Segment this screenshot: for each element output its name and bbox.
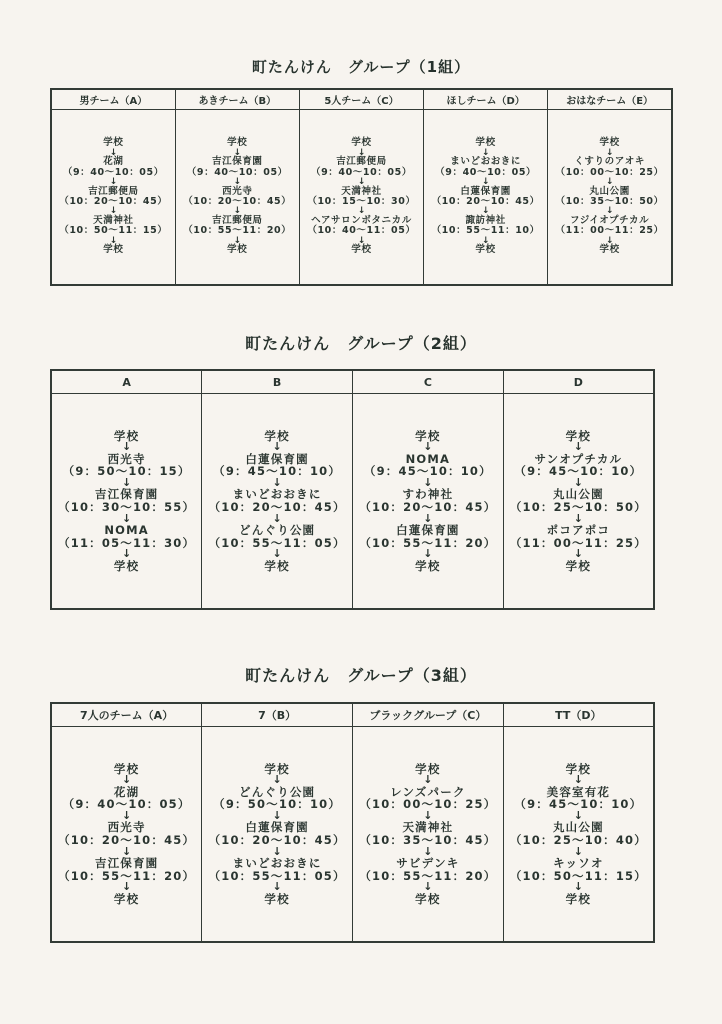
stop-name: 吉江保育園	[94, 856, 159, 871]
down-arrow-icon: ↓	[357, 235, 366, 246]
time-range: （10：20〜10：45）	[431, 196, 540, 207]
down-arrow-icon: ↓	[272, 844, 282, 858]
stop-name: どんぐり公園	[239, 523, 316, 538]
down-arrow-icon: ↓	[357, 177, 366, 188]
down-arrow-icon: ↓	[573, 773, 583, 787]
group-2-table	[50, 369, 655, 610]
stop-name: 白蓮保育園	[396, 523, 460, 538]
stop-name: 学校	[264, 891, 290, 906]
down-arrow-icon: ↓	[605, 206, 614, 217]
time-range: （10：20〜10：45）	[359, 500, 497, 514]
route-list	[548, 138, 671, 256]
stop-name: くすりのアオキ	[574, 156, 645, 168]
stop-name: まいどおおきに	[232, 856, 322, 871]
stop-name: 学校	[565, 558, 592, 573]
stop-name: NOMA	[104, 523, 149, 538]
stop-name: 天満神社	[93, 214, 134, 226]
stop-name: 学校	[475, 244, 496, 256]
stop-name: 吉江保育園	[212, 156, 263, 168]
time-range: （10：20〜10：45）	[208, 500, 346, 514]
down-arrow-icon: ↓	[272, 808, 282, 822]
down-arrow-icon: ↓	[573, 475, 583, 489]
stop-name: どんぐり公園	[239, 784, 316, 799]
stop-name: 白蓮保育園	[245, 451, 309, 466]
down-arrow-icon: ↓	[233, 147, 242, 158]
team-route-cell	[503, 727, 654, 943]
route-list	[202, 430, 352, 573]
route-row	[51, 394, 654, 610]
team-route-cell	[424, 110, 548, 286]
stop-name: レンズパーク	[390, 784, 466, 799]
down-arrow-icon: ↓	[481, 177, 490, 188]
route-list	[52, 430, 201, 573]
time-range: （10：55〜11：05）	[208, 535, 346, 550]
stop-name: 学校	[599, 137, 620, 149]
stop-name: 丸山公園	[589, 185, 630, 197]
team-route-cell	[202, 727, 353, 943]
stop-name: 学校	[113, 891, 140, 906]
stop-name: 天満神社	[341, 185, 382, 197]
team-route-cell	[299, 110, 423, 286]
time-range: （11：05〜11：30）	[58, 535, 196, 550]
stop-name: 吉江郵便局	[336, 156, 387, 168]
time-range: （10：20〜10：45）	[58, 833, 196, 847]
team-route-cell	[51, 394, 202, 610]
down-arrow-icon: ↓	[605, 235, 614, 246]
down-arrow-icon: ↓	[605, 177, 614, 188]
route-row	[51, 110, 672, 286]
route-list	[353, 763, 503, 906]
stop-name: 学校	[415, 761, 441, 776]
route-list	[176, 138, 299, 256]
team-header: ブラックグループ（C）	[353, 703, 504, 727]
down-arrow-icon: ↓	[233, 177, 242, 188]
down-arrow-icon: ↓	[122, 880, 132, 894]
stop-name: 学校	[103, 137, 124, 149]
team-header: TT（D）	[503, 703, 654, 727]
time-range: （9：40〜10：05）	[435, 166, 537, 178]
stop-name: 学校	[415, 428, 441, 443]
down-arrow-icon: ↓	[423, 844, 433, 858]
header-row	[51, 703, 654, 727]
time-range: （10：35〜10：50）	[555, 196, 664, 207]
stop-name: NOMA	[405, 451, 451, 466]
stop-name: 学校	[103, 244, 124, 256]
team-route-cell	[503, 394, 654, 610]
time-range: （9：45〜10：10）	[213, 464, 342, 479]
stop-name: 学校	[415, 558, 441, 573]
team-header: A	[51, 370, 202, 394]
down-arrow-icon: ↓	[233, 235, 242, 246]
stop-name: 吉江保育園	[94, 487, 159, 502]
down-arrow-icon: ↓	[357, 147, 366, 158]
stop-name: キッソオ	[553, 856, 604, 871]
time-range: （9：50〜10：15）	[62, 464, 191, 479]
stop-name: 花湖	[113, 784, 140, 799]
down-arrow-icon: ↓	[573, 511, 583, 525]
stop-name: まいどおおきに	[450, 156, 521, 168]
route-list	[504, 430, 653, 573]
stop-name: 丸山公園	[552, 487, 604, 502]
stop-name: ポコアポコ	[546, 523, 611, 538]
time-range: （10：25〜10：50）	[509, 500, 647, 514]
team-header: あきチーム（B）	[175, 89, 299, 110]
down-arrow-icon: ↓	[122, 808, 132, 822]
route-list	[52, 763, 201, 906]
team-route-cell	[175, 110, 299, 286]
stop-name: 天満神社	[402, 820, 454, 835]
down-arrow-icon: ↓	[423, 773, 433, 787]
time-range: （10：15〜10：30）	[307, 196, 416, 207]
team-header: ほしチーム（D）	[424, 89, 548, 110]
route-list	[202, 763, 352, 906]
time-range: （10：50〜11：15）	[59, 225, 168, 237]
time-range: （9：45〜10：10）	[514, 797, 643, 812]
down-arrow-icon: ↓	[122, 440, 132, 454]
group-2-title: 町たんけん グループ（2組）	[245, 334, 477, 353]
route-list	[300, 138, 423, 256]
stop-name: 白蓮保育園	[460, 185, 511, 197]
stop-name: 学校	[113, 428, 140, 443]
time-range: （9：40〜10：05）	[310, 166, 412, 178]
route-row	[51, 727, 654, 943]
down-arrow-icon: ↓	[481, 206, 490, 217]
time-range: （10：20〜10：45）	[208, 833, 346, 847]
time-range: （9：40〜10：05）	[186, 166, 288, 178]
route-list	[504, 763, 653, 906]
team-route-cell	[353, 727, 504, 943]
down-arrow-icon: ↓	[573, 547, 583, 561]
down-arrow-icon: ↓	[423, 440, 433, 454]
down-arrow-icon: ↓	[605, 147, 614, 158]
team-header: 7（B）	[202, 703, 353, 727]
down-arrow-icon: ↓	[423, 547, 433, 561]
down-arrow-icon: ↓	[109, 235, 118, 246]
stop-name: まいどおおきに	[232, 487, 322, 502]
stop-name: 学校	[227, 137, 248, 149]
time-range: （10：55〜11：20）	[58, 868, 196, 883]
time-range: （10：55〜11：20）	[359, 868, 497, 883]
down-arrow-icon: ↓	[423, 511, 433, 525]
route-list	[52, 138, 175, 256]
down-arrow-icon: ↓	[272, 773, 282, 787]
time-range: （10：20〜10：45）	[59, 196, 168, 207]
down-arrow-icon: ↓	[272, 475, 282, 489]
group-3-title: 町たんけん グループ（3組）	[245, 666, 477, 685]
header-row	[51, 89, 672, 110]
stop-name: 白蓮保育園	[245, 820, 309, 835]
stop-name: 美容室有花	[546, 784, 611, 799]
down-arrow-icon: ↓	[272, 880, 282, 894]
down-arrow-icon: ↓	[272, 511, 282, 525]
team-route-cell	[548, 110, 672, 286]
stop-name: 西光寺	[107, 451, 146, 466]
down-arrow-icon: ↓	[109, 206, 118, 217]
time-range: （9：50〜10：10）	[213, 797, 342, 812]
stop-name: 学校	[599, 244, 620, 256]
stop-name: 学校	[351, 137, 372, 149]
down-arrow-icon: ↓	[423, 475, 433, 489]
time-range: （9：45〜10：10）	[514, 464, 643, 479]
down-arrow-icon: ↓	[272, 547, 282, 561]
down-arrow-icon: ↓	[423, 808, 433, 822]
stop-name: 吉江郵便局	[212, 214, 263, 226]
stop-name: 学校	[113, 558, 140, 573]
down-arrow-icon: ↓	[573, 844, 583, 858]
time-range: （9：40〜10：05）	[62, 166, 164, 178]
stop-name: フジイオプチカル	[570, 214, 650, 226]
time-range: （10：50〜11：15）	[509, 868, 647, 883]
team-route-cell	[353, 394, 504, 610]
time-range: （10：00〜10：25）	[359, 797, 497, 812]
stop-name: 学校	[565, 428, 592, 443]
down-arrow-icon: ↓	[122, 773, 132, 787]
stop-name: 西光寺	[222, 185, 253, 197]
team-header: D	[503, 370, 654, 394]
group-1-title: 町たんけん グループ（1組）	[251, 58, 471, 76]
stop-name: 学校	[113, 761, 140, 776]
down-arrow-icon: ↓	[233, 206, 242, 217]
down-arrow-icon: ↓	[573, 440, 583, 454]
time-range: （10：55〜11：20）	[183, 225, 292, 237]
team-header: 5人チーム（C）	[299, 89, 423, 110]
stop-name: 学校	[264, 761, 290, 776]
group-3-table	[50, 702, 655, 943]
time-range: （10：40〜11：05）	[307, 225, 416, 237]
down-arrow-icon: ↓	[122, 511, 132, 525]
down-arrow-icon: ↓	[122, 844, 132, 858]
stop-name: 学校	[565, 891, 592, 906]
stop-name: 学校	[415, 891, 441, 906]
down-arrow-icon: ↓	[272, 440, 282, 454]
down-arrow-icon: ↓	[573, 808, 583, 822]
stop-name: 西光寺	[107, 820, 146, 835]
team-header: 7人のチーム（A）	[51, 703, 202, 727]
time-range: （10：00〜10：25）	[555, 166, 664, 178]
stop-name: 学校	[475, 137, 496, 149]
time-range: （10：25〜10：40）	[509, 833, 647, 847]
team-route-cell	[202, 394, 353, 610]
route-list	[353, 430, 503, 573]
time-range: （10：55〜11：20）	[359, 535, 497, 550]
time-range: （10：55〜11：10）	[431, 225, 540, 237]
stop-name: 学校	[565, 761, 592, 776]
stop-name: 学校	[351, 244, 372, 256]
stop-name: 花湖	[103, 156, 124, 168]
down-arrow-icon: ↓	[122, 547, 132, 561]
down-arrow-icon: ↓	[109, 177, 118, 188]
down-arrow-icon: ↓	[573, 880, 583, 894]
time-range: （9：45〜10：10）	[363, 464, 492, 479]
down-arrow-icon: ↓	[423, 880, 433, 894]
time-range: （10：20〜10：45）	[183, 196, 292, 207]
time-range: （11：00〜11：25）	[509, 535, 647, 550]
stop-name: すわ神社	[402, 487, 454, 502]
down-arrow-icon: ↓	[109, 147, 118, 158]
stop-name: 学校	[264, 428, 290, 443]
team-header: C	[353, 370, 504, 394]
group-1-table	[50, 88, 673, 286]
down-arrow-icon: ↓	[481, 235, 490, 246]
stop-name: 諏訪神社	[465, 214, 506, 226]
stop-name: ヘアサロンボタニカル	[311, 214, 412, 226]
stop-name: 学校	[264, 558, 290, 573]
time-range: （10：55〜11：05）	[208, 868, 346, 883]
down-arrow-icon: ↓	[357, 206, 366, 217]
time-range: （11：00〜11：25）	[555, 225, 664, 237]
stop-name: 吉江郵便局	[88, 185, 139, 197]
team-route-cell	[51, 727, 202, 943]
time-range: （9：40〜10：05）	[62, 797, 191, 812]
team-header: 男チーム（A）	[51, 89, 175, 110]
team-header: B	[202, 370, 353, 394]
stop-name: 学校	[227, 244, 248, 256]
stop-name: サンオプチカル	[534, 451, 623, 466]
down-arrow-icon: ↓	[122, 475, 132, 489]
team-header: おはなチーム（E）	[548, 89, 672, 110]
stop-name: 丸山公園	[552, 820, 604, 835]
route-list	[424, 138, 547, 256]
header-row	[51, 370, 654, 394]
time-range: （10：30〜10：55）	[58, 500, 196, 514]
time-range: （10：35〜10：45）	[359, 833, 497, 847]
team-route-cell	[51, 110, 175, 286]
stop-name: サビデンキ	[396, 856, 460, 871]
down-arrow-icon: ↓	[481, 147, 490, 158]
